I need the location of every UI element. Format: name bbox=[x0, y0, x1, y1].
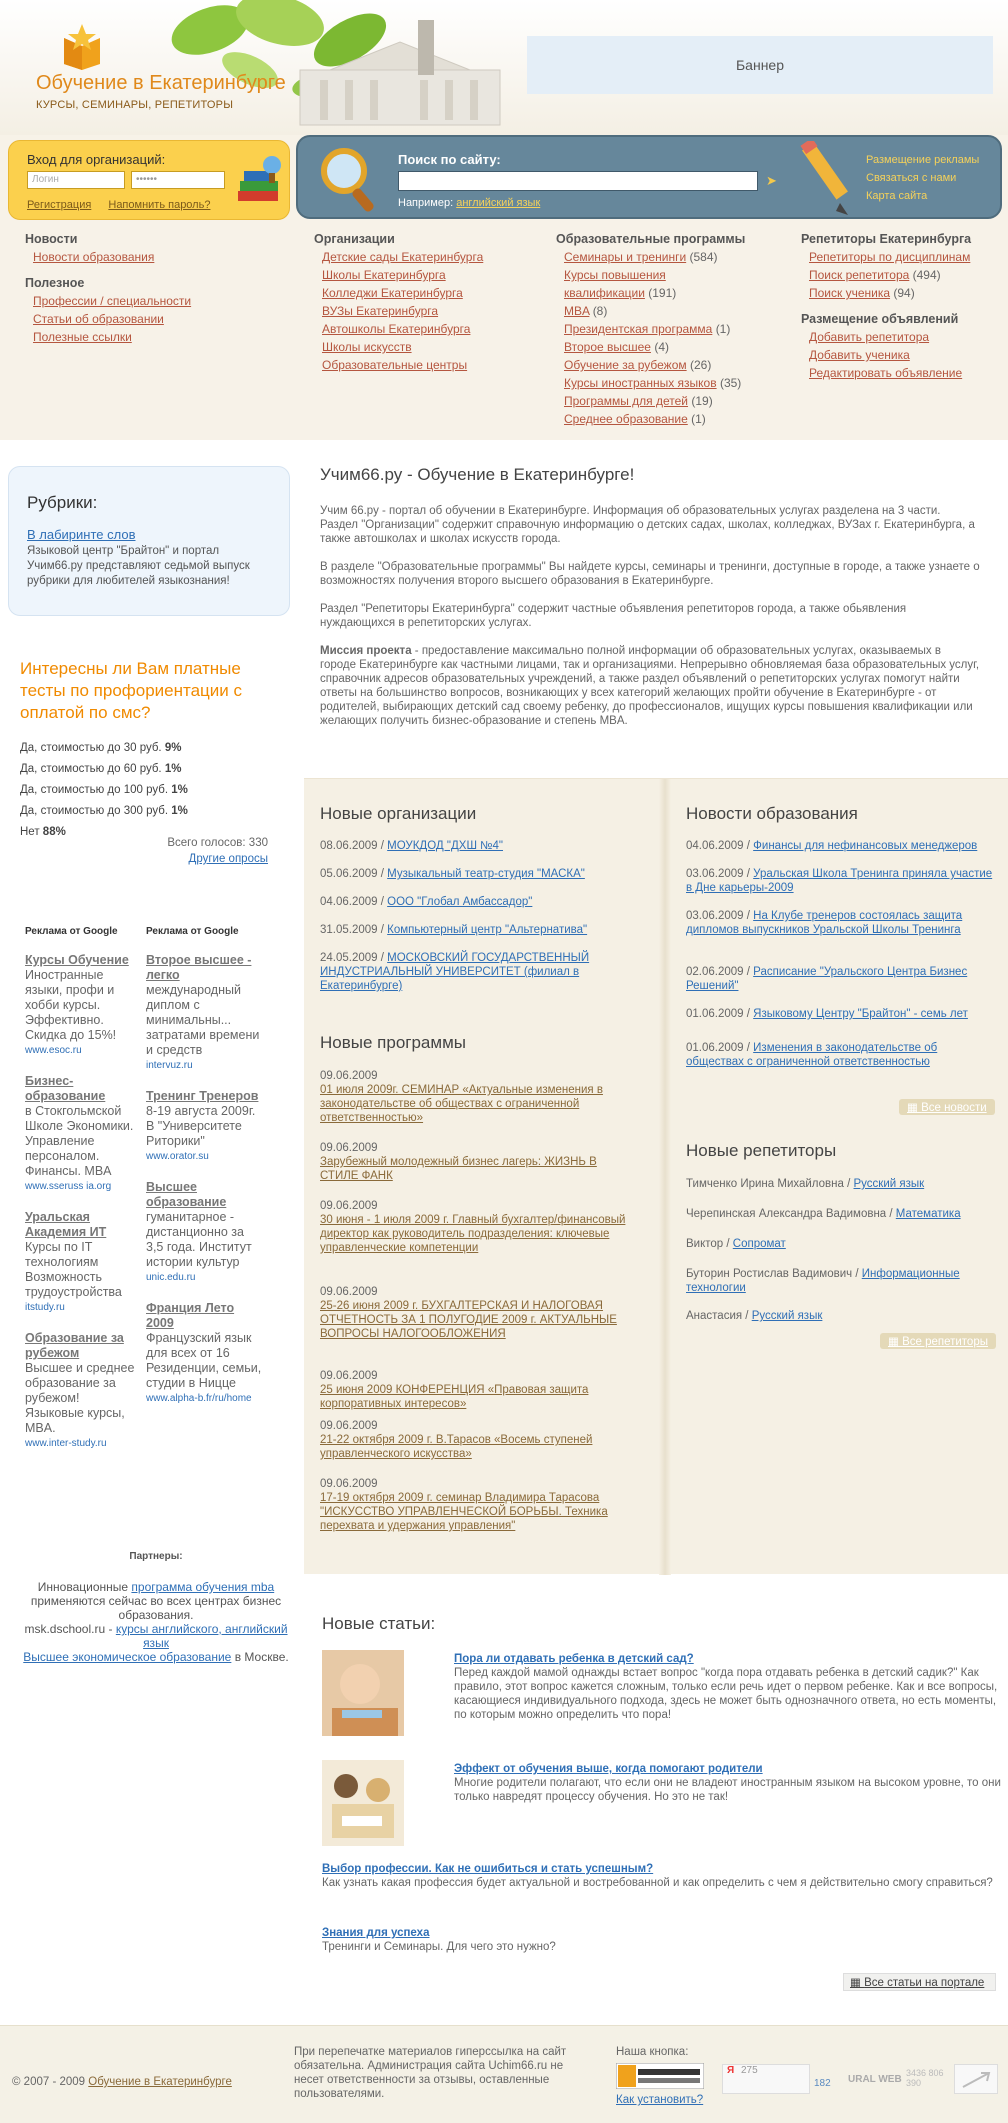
nav-useful-head: Полезное bbox=[25, 276, 85, 290]
how-install-link[interactable]: Как установить? bbox=[616, 2094, 704, 2106]
nav-programs-link[interactable]: Обучение за рубежом bbox=[564, 358, 687, 372]
intro-paragraph: В разделе "Образовательные программы" Вы найдете курсы, семинары и тренинги, доступные в городе, а также узнаете о возможностях получения второго высшего образования в Екатеринбурге. bbox=[320, 561, 980, 587]
nav-programs-item bbox=[564, 302, 745, 320]
nav-programs-count: (1) bbox=[715, 322, 731, 336]
item-date: 03.06.2009 bbox=[686, 868, 744, 880]
building-illustration bbox=[290, 20, 530, 130]
edu-news-title: Новости образования bbox=[686, 804, 858, 823]
ad-desc: гуманитарное - дистанционно за 3,5 года. Институт истории культур bbox=[146, 1210, 252, 1269]
ad-url[interactable]: itstudy.ru bbox=[25, 1302, 65, 1313]
poll-total-count: Всего голосов: 330 bbox=[167, 837, 268, 849]
counter-top[interactable] bbox=[954, 2064, 998, 2094]
ad-url[interactable]: www.orator.su bbox=[146, 1151, 209, 1162]
item-date: 05.06.2009 bbox=[320, 868, 378, 880]
ad-title[interactable]: Франция Лето 2009 bbox=[146, 1301, 235, 1330]
article-title[interactable]: Знания для успеха bbox=[322, 1927, 430, 1939]
article-text: Тренинги и Семинары. Для чего это нужно? bbox=[322, 1941, 556, 1953]
nav-tutors-count: (94) bbox=[893, 286, 915, 300]
articles bbox=[322, 1614, 1002, 1634]
article-item bbox=[454, 1652, 1002, 1722]
nav-ads-item[interactable]: Редактировать объявление bbox=[809, 366, 963, 380]
nav-orgs-item[interactable]: Образовательные центры bbox=[322, 358, 468, 372]
our-button-label: Наша кнопка: bbox=[616, 2046, 689, 2058]
dated-item: 02.06.2009 / Расписание "Уральского Центра Бизнес Решений" bbox=[686, 966, 968, 992]
article-thumb-family[interactable] bbox=[322, 1760, 404, 1846]
partners-text: msk.dschool.ru - bbox=[24, 1622, 113, 1636]
nav-programs-link[interactable]: квалификации bbox=[564, 286, 645, 300]
item-date: 09.06.2009 bbox=[320, 1142, 378, 1154]
ad-url[interactable]: www.esoc.ru bbox=[25, 1045, 82, 1056]
ad-url[interactable]: www.alpha-b.fr/ru/home bbox=[146, 1393, 252, 1404]
article-text: Как узнать какая профессия будет актуальной и востребованной и как определить с чем я действительно смогу справиться? bbox=[322, 1877, 993, 1889]
item-date: 03.06.2009 bbox=[686, 910, 744, 922]
nav-programs-item bbox=[564, 320, 745, 338]
poll-options bbox=[20, 738, 285, 843]
item-date: 08.06.2009 bbox=[320, 840, 378, 852]
nav-programs-count: (4) bbox=[654, 340, 669, 354]
logo-title[interactable]: Обучение в Екатеринбурге bbox=[36, 72, 286, 94]
dated-item: 31.05.2009 / Компьютерный центр "Альтернатива" bbox=[320, 924, 588, 936]
nav-tutors-link[interactable]: Поиск репетитора bbox=[809, 268, 910, 282]
google-ads-left bbox=[25, 924, 141, 1467]
dated-item: 01.06.2009 / Изменения в законодательстве об обществах с ограниченной ответственностью bbox=[686, 1042, 938, 1068]
nav-programs-link[interactable]: MBA bbox=[564, 304, 590, 318]
new-orgs-title: Новые организации bbox=[320, 804, 477, 823]
poll-option-pct: 1% bbox=[171, 805, 188, 817]
nav-ads-head: Размещение объявлений bbox=[801, 312, 959, 326]
counter-stats[interactable]: 3436 806 390 bbox=[906, 2068, 944, 2088]
nav-programs-link[interactable]: Семинары и тренинги bbox=[564, 250, 687, 264]
ad-desc: Иностранные языки, профи и хобби курсы. Эффективно. Скидка до 15%! bbox=[25, 968, 117, 1042]
item-link[interactable]: Языковому Центру "Брайтон" - семь лет bbox=[753, 1008, 968, 1020]
tutor-item: Тимченко Ирина Михайловна / Русский язык bbox=[686, 1178, 925, 1190]
tutor-name: Тимченко Ирина Михайловна bbox=[686, 1178, 844, 1190]
poll-title: Интересны ли Вам платные тесты по профориентации с оплатой по смс? bbox=[20, 659, 243, 722]
newspaper-fold bbox=[659, 779, 671, 1575]
item-link[interactable]: Финансы для нефинансовых менеджеров bbox=[753, 840, 978, 852]
rubrics-text: Языковой центр "Брайтон" и портал Учим66.ру представляют седьмой выпуск рубрики для любителей языкознания! bbox=[27, 545, 250, 587]
google-ads-right bbox=[146, 924, 262, 1422]
rubrics-link[interactable]: В лабиринте слов bbox=[27, 527, 136, 542]
google-ad[interactable] bbox=[146, 1089, 262, 1164]
nav-news-head: Новости bbox=[25, 232, 78, 246]
nav-tutors-count: (494) bbox=[912, 268, 941, 282]
tutor-item: Черепинская Александра Вадимовна / Математика bbox=[686, 1208, 961, 1220]
nav-tutors-head: Репетиторы Екатеринбурга bbox=[801, 232, 972, 246]
partners-text: Инновационные bbox=[37, 1580, 129, 1594]
new-programs-title: Новые программы bbox=[320, 1033, 466, 1052]
nav-programs-item bbox=[564, 284, 745, 302]
all-news-label: Все новости bbox=[921, 1102, 987, 1114]
tutor-item: Анастасия / Русский язык bbox=[686, 1310, 823, 1322]
article-text: Многие родители полагают, что если они не владеют иностранным языком на высоком уровне, то они только навредят процессу обучения. Но это не так! bbox=[454, 1777, 1001, 1803]
all-tutors-button[interactable] bbox=[880, 1333, 996, 1349]
copyright-years: © 2007 - 2009 bbox=[12, 2076, 86, 2088]
item-date: 01.06.2009 bbox=[686, 1008, 744, 1020]
all-tutors-label: Все репетиторы bbox=[902, 1336, 988, 1348]
nav-tutors-item bbox=[809, 284, 971, 302]
search-title: Поиск по сайту: bbox=[398, 152, 501, 167]
search-panel bbox=[296, 135, 1002, 219]
ad-desc: Курсы по IT технологиям Возможность трудоустройства bbox=[25, 1240, 122, 1299]
item-date: 02.06.2009 bbox=[686, 966, 744, 978]
counter-yandex[interactable] bbox=[722, 2064, 810, 2094]
search-example-link[interactable]: английский язык bbox=[456, 197, 541, 209]
nav-tutors-link[interactable]: Репетиторы по дисциплинам bbox=[809, 250, 971, 264]
search-input[interactable] bbox=[398, 171, 758, 191]
nav-programs-link[interactable]: Программы для детей bbox=[564, 394, 689, 408]
google-ad[interactable] bbox=[25, 1074, 141, 1194]
tutor-item: Буторин Ростислав Вадимович / Информационные технологии bbox=[686, 1268, 960, 1294]
nav-orgs-item[interactable]: ВУЗы Екатеринбурга bbox=[322, 304, 439, 318]
dated-item: 08.06.2009 / МОУКДОД "ДХШ №4" bbox=[320, 840, 503, 852]
pencil-icon bbox=[788, 141, 858, 217]
article-item bbox=[322, 1926, 1002, 1954]
dated-item bbox=[320, 1369, 630, 1411]
magnifier-icon bbox=[314, 143, 384, 217]
google-ad[interactable] bbox=[146, 1180, 262, 1285]
page-title: Учим66.ру - Обучение в Екатеринбурге! bbox=[320, 465, 635, 484]
poll-option[interactable] bbox=[20, 738, 285, 759]
item-link[interactable]: Зарубежный молодежный бизнес лагерь: ЖИЗНЬ В СТИЛЕ ФАНК bbox=[320, 1156, 597, 1182]
logo-book-icon bbox=[60, 24, 104, 70]
tutor-subject[interactable]: Русский язык bbox=[853, 1178, 925, 1190]
login-title: Вход для организаций: bbox=[27, 152, 166, 167]
ads-link[interactable]: Размещение рекламы bbox=[866, 154, 980, 166]
article-text: Перед каждой мамой однажды встает вопрос "когда пора отдавать ребенка в детский садик?" Как правило, этот вопрос кажется сложным, только если речь идет о первом ребенке. Как и все вопросы, касающиеся индивидуального подхода, здесь не может быть однозначного ответа, но есть моменты, по которым можно определить что пора! bbox=[454, 1667, 998, 1721]
all-articles-label: Все статьи на портале bbox=[864, 1977, 985, 1989]
tutor-subject[interactable]: Информационные технологии bbox=[686, 1268, 960, 1294]
nav-programs-count: (584) bbox=[689, 250, 718, 264]
search-example bbox=[398, 197, 540, 209]
item-link[interactable]: МОУКДОД "ДХШ №4" bbox=[387, 840, 503, 852]
dated-item bbox=[320, 1199, 630, 1255]
tutor-name: Виктор bbox=[686, 1238, 724, 1250]
article-thumb-baby[interactable] bbox=[322, 1650, 404, 1736]
dated-item: 03.06.2009 / На Клубе тренеров состоялась защита дипломов выпускников Уральской Школы Тренинга bbox=[686, 910, 963, 936]
item-date: 04.06.2009 bbox=[686, 840, 744, 852]
item-link[interactable]: 25 июня 2009 КОНФЕРЕНЦИЯ «Правовая защита корпоративных интересов» bbox=[320, 1384, 589, 1410]
nav-programs-item bbox=[564, 338, 745, 356]
nav-programs-count: (1) bbox=[691, 412, 706, 426]
poll-option-label: Нет bbox=[20, 826, 40, 838]
item-link[interactable]: 17-19 октября 2009 г. семинар Владимира Тарасова "ИСКУССТВО УПРАВЛЕНЧЕСКОЙ БОРЬБЫ. Техника перехвата и удержания управления" bbox=[320, 1492, 608, 1532]
item-link[interactable]: МОСКОВСКИЙ ГОСУДАРСТВЕННЫЙ ИНДУСТРИАЛЬНЫЙ УНИВЕРСИТЕТ (филиал в Екатеринбурге) bbox=[320, 952, 590, 992]
nav-ads-item[interactable]: Добавить ученика bbox=[809, 348, 910, 362]
nav-programs-item bbox=[564, 374, 745, 392]
copyright bbox=[12, 2076, 232, 2088]
partners-text: в Москве. bbox=[234, 1650, 289, 1664]
nav-programs-link[interactable]: Курсы иностранных языков bbox=[564, 376, 717, 390]
dated-item bbox=[320, 1477, 630, 1533]
nav-orgs-head: Организации bbox=[314, 232, 395, 246]
poll-option-label: Да, стоимостью до 300 руб. bbox=[20, 805, 169, 817]
newspaper-section bbox=[304, 778, 1008, 1574]
tutor-item: Виктор / Сопромат bbox=[686, 1238, 786, 1250]
poll-option-label: Да, стоимостью до 60 руб. bbox=[20, 763, 162, 775]
tutor-subject[interactable]: Русский язык bbox=[751, 1310, 823, 1322]
nav-programs-item bbox=[564, 392, 745, 410]
all-articles-icon: ▦ bbox=[850, 1977, 865, 1989]
item-link[interactable]: Расписание "Уральского Центра Бизнес Решений" bbox=[686, 966, 968, 992]
partners bbox=[16, 1550, 296, 1664]
item-date: 09.06.2009 bbox=[320, 1420, 378, 1432]
tutor-subject[interactable]: Сопромат bbox=[732, 1238, 786, 1250]
item-date: 09.06.2009 bbox=[320, 1478, 378, 1490]
our-button bbox=[616, 2045, 704, 2107]
nav-orgs bbox=[314, 230, 483, 374]
google-ad[interactable] bbox=[25, 1210, 141, 1315]
articles-title: Новые статьи: bbox=[322, 1614, 436, 1633]
logo-subtitle: КУРСЫ, СЕМИНАРЫ, РЕПЕТИТОРЫ bbox=[36, 99, 234, 111]
poll-option-pct: 88% bbox=[42, 826, 66, 838]
reprint-notice: При перепечатке материалов гиперссылка на сайт обязательна. Администрация сайта Uchim66.ru не несет ответственности за отзывы, оставленные пользователями. bbox=[294, 2046, 567, 2100]
counter-value: 275 bbox=[740, 2065, 758, 2076]
poll-option[interactable] bbox=[20, 780, 285, 801]
nav-orgs-item[interactable]: Автошколы Екатеринбурга bbox=[322, 322, 471, 336]
nav-programs-count: (26) bbox=[689, 358, 712, 372]
dated-item bbox=[320, 1419, 630, 1461]
item-link[interactable]: 21-22 октября 2009 г. В.Тарасов «Восемь ступеней управленческого искусства» bbox=[320, 1434, 593, 1460]
counter-liveinternet[interactable]: 182 bbox=[814, 2078, 831, 2089]
poll-total bbox=[20, 835, 268, 867]
tutor-name: Буторин Ростислав Вадимович bbox=[686, 1268, 853, 1280]
item-date: 31.05.2009 bbox=[320, 924, 378, 936]
new-tutors-title: Новые репетиторы bbox=[686, 1141, 837, 1160]
article-title[interactable]: Выбор профессии. Как не ошибиться и стать успешным? bbox=[322, 1863, 654, 1875]
search-example-label: Например: bbox=[398, 197, 454, 209]
ad-title[interactable]: Бизнес-образование bbox=[25, 1074, 106, 1103]
dated-item: 05.06.2009 / Музыкальный театр-студия "МАСКА" bbox=[320, 868, 585, 880]
ad-url[interactable]: unic.edu.ru bbox=[146, 1272, 196, 1283]
nav-programs-count: (35) bbox=[719, 376, 742, 390]
counter-uralweb[interactable]: URAL WEB bbox=[848, 2074, 902, 2085]
nav-programs-item bbox=[564, 356, 745, 374]
item-link[interactable]: ООО "Глобал Амбассадор" bbox=[387, 896, 533, 908]
nav-ads-item[interactable]: Добавить репетитора bbox=[809, 330, 930, 344]
ad-title[interactable]: Высшее образование bbox=[146, 1180, 227, 1209]
nav-programs-link[interactable]: Президентская программа bbox=[564, 322, 713, 336]
nav-tutors-item bbox=[809, 266, 971, 284]
login-box bbox=[8, 140, 290, 220]
rubrics-title: Рубрики: bbox=[27, 493, 98, 512]
dated-item: 24.05.2009 / МОСКОВСКИЙ ГОСУДАРСТВЕННЫЙ ИНДУСТРИАЛЬНЫЙ УНИВЕРСИТЕТ (филиал в Екатеринбурге) bbox=[320, 952, 590, 992]
dated-item: 03.06.2009 / Уральская Школа Тренинга приняла участие в Дне карьеры-2009 bbox=[686, 868, 993, 894]
nav-orgs-item[interactable]: Школы Екатеринбурга bbox=[322, 268, 446, 282]
books-icon[interactable] bbox=[234, 151, 284, 206]
intro bbox=[320, 465, 980, 742]
ad-url[interactable]: www.inter-study.ru bbox=[25, 1438, 107, 1449]
nav-programs bbox=[556, 230, 745, 428]
item-date: 09.06.2009 bbox=[320, 1200, 378, 1212]
item-date: 09.06.2009 bbox=[320, 1286, 378, 1298]
ad-title[interactable]: Тренинг Тренеров bbox=[146, 1089, 259, 1103]
google-ad[interactable] bbox=[146, 1301, 262, 1406]
all-news-icon: ▦ bbox=[907, 1102, 922, 1114]
arrow-icon bbox=[955, 2065, 999, 2095]
intro-paragraph: Учим 66.ру - портал об обучении в Екатеринбурге. Информация об образовательных услугах разделена на 3 части. Раздел "Организации" содержит справочную информацию о детских садах, школах, колледжах, ВУЗах г. Екатеринбурга, а также автошколах и школах искусств города. bbox=[320, 505, 975, 545]
all-articles-button[interactable] bbox=[843, 1973, 996, 1991]
dated-item: 01.06.2009 / Языковому Центру "Брайтон" - семь лет bbox=[686, 1008, 968, 1020]
article-title[interactable]: Эффект от обучения выше, когда помогают родители bbox=[454, 1763, 763, 1775]
partners-head: Партнеры: bbox=[129, 1551, 183, 1562]
copyright-link[interactable]: Обучение в Екатеринбурге bbox=[88, 2076, 232, 2088]
dated-item bbox=[320, 1141, 630, 1183]
password-input[interactable]: •••••• bbox=[131, 171, 225, 189]
article-item bbox=[454, 1762, 1002, 1804]
ad-desc: 8-19 августа 2009г. В "Университете Ритoрики" bbox=[146, 1104, 256, 1148]
other-polls-link[interactable]: Другие опросы bbox=[188, 853, 268, 865]
nav-orgs-item[interactable]: Колледжи Екатеринбурга bbox=[322, 286, 463, 300]
partner-link-mba[interactable]: программа обучения mba bbox=[131, 1580, 275, 1594]
nav-programs-count: (8) bbox=[592, 304, 608, 318]
item-date: 24.05.2009 bbox=[320, 952, 378, 964]
poll-option-label: Да, стоимостью до 100 руб. bbox=[20, 784, 169, 796]
poll-option[interactable] bbox=[20, 801, 285, 822]
poll-option-pct: 1% bbox=[164, 763, 182, 775]
ad-desc: Высшее и среднее образование за рубежом! Языковые курсы, MBA. bbox=[25, 1361, 135, 1435]
partners-text: применяются сейчас во всех центрах бизнес образования. bbox=[30, 1594, 282, 1622]
item-link[interactable]: На Клубе тренеров состоялась защита дипломов выпускников Уральской Школы Тренинга bbox=[686, 910, 963, 936]
nav-useful-item[interactable]: Полезные ссылки bbox=[33, 330, 132, 344]
item-link[interactable]: Уральская Школа Тренинга приняла участие в Дне карьеры-2009 bbox=[686, 868, 993, 894]
ad-title[interactable]: Второе высшее - легко bbox=[146, 953, 252, 982]
nav-programs-item bbox=[564, 410, 745, 428]
login-input[interactable]: Логин bbox=[27, 171, 125, 189]
nav-useful-item[interactable]: Статьи об образовании bbox=[33, 312, 164, 326]
nav-programs-item bbox=[564, 248, 745, 266]
ad-title[interactable]: Уральская Академия ИТ bbox=[25, 1210, 107, 1239]
poll-option[interactable] bbox=[20, 759, 285, 780]
item-link[interactable]: 01 июля 2009г. СЕМИНАР «Актуальные изменения в законодательстве об обществах с ограниченной ответственностью» bbox=[320, 1084, 603, 1124]
nav-orgs-item[interactable]: Детские сады Екатеринбурга bbox=[322, 250, 484, 264]
ad-desc: Французский язык для всех от 16 Резиденции, семьи, студии в Ницце bbox=[146, 1331, 262, 1390]
nav-orgs-item[interactable]: Школы искусств bbox=[322, 340, 412, 354]
nav-programs-link[interactable]: Среднее образование bbox=[564, 412, 688, 426]
tutor-name: Анастасия bbox=[686, 1310, 743, 1322]
item-date: 04.06.2009 bbox=[320, 896, 378, 908]
all-news-button[interactable] bbox=[899, 1099, 995, 1115]
item-link[interactable]: Компьютерный центр "Альтернатива" bbox=[387, 924, 588, 936]
partner-link-english[interactable]: курсы английского, английский язык bbox=[115, 1622, 288, 1650]
poll-option-pct: 9% bbox=[164, 742, 182, 754]
poll-option-label: Да, стоимостью до 30 руб. bbox=[20, 742, 162, 754]
nav-tutors-link[interactable]: Поиск ученика bbox=[809, 286, 891, 300]
nav-tutors-list bbox=[801, 248, 971, 302]
ad-desc: в Стокгольмской Школе Экономики. Управление персоналом. Финансы. MBA bbox=[25, 1104, 134, 1178]
nav-programs-list bbox=[556, 248, 745, 428]
ad-title[interactable]: Образование за рубежом bbox=[25, 1331, 124, 1360]
ad-url[interactable]: www.sseruss ia.org bbox=[25, 1181, 112, 1192]
all-tutors-icon: ▦ bbox=[888, 1336, 903, 1348]
yandex-icon: Я bbox=[727, 2065, 735, 2076]
article-title[interactable]: Пора ли отдавать ребенка в детский сад? bbox=[454, 1653, 694, 1665]
dated-item: 04.06.2009 / Финансы для нефинансовых менеджеров bbox=[686, 840, 978, 852]
nav-programs-link[interactable]: Второе высшее bbox=[564, 340, 651, 354]
nav-useful-item[interactable]: Профессии / специальности bbox=[33, 294, 192, 308]
item-link[interactable]: 25-26 июня 2009 г. БУХГАЛТЕРСКАЯ И НАЛОГОВАЯ ОТЧЕТНОСТЬ ЗА 1 ПОЛУГОДИЕ 2009 г. АКТУАЛЬНЫЕ ВОПРОСЫ НАЛОГООБЛОЖЕНИЯ bbox=[320, 1300, 617, 1340]
nav-programs-head: Образовательные программы bbox=[556, 232, 746, 246]
register-link[interactable]: Регистрация bbox=[27, 199, 92, 211]
poll bbox=[20, 658, 285, 843]
google-ad[interactable] bbox=[146, 953, 262, 1073]
tutor-name: Черепинская Александра Вадимовна bbox=[686, 1208, 887, 1220]
google-ad[interactable] bbox=[25, 1331, 141, 1451]
google-ads-label: Реклама от Google bbox=[25, 926, 118, 937]
login-links bbox=[27, 199, 224, 211]
partner-link-economics[interactable]: Высшее экономическое образование bbox=[23, 1650, 232, 1664]
nav-news bbox=[25, 230, 191, 346]
nav-programs-item bbox=[564, 266, 745, 284]
remind-password-link[interactable]: Напомнить пароль? bbox=[108, 199, 211, 211]
item-date: 01.06.2009 bbox=[686, 1042, 744, 1054]
nav-programs-count: (19) bbox=[691, 394, 713, 408]
tutor-subject[interactable]: Математика bbox=[895, 1208, 961, 1220]
site-button-badge[interactable] bbox=[616, 2063, 704, 2089]
item-link[interactable]: 30 июня - 1 июля 2009 г. Главный бухгалтер/финансовый директор как руководитель подразделения: ключевые управленческие компетенции bbox=[320, 1214, 626, 1254]
item-link[interactable]: Музыкальный театр-студия "МАСКА" bbox=[387, 868, 585, 880]
mission-text: - предоставление максимально полной информации об образовательных услугах, оказываемых в городе Екатеринбурге как частными лицами, так и организациями. Непрерывно обновляемая база образовательных услуг, справочник адресов образовательных учреждений, а также раздел объявлений о репетиторских услугах помогут найти ответы на большинство вопросов, возникающих у всех категорий желающих пройти обучение в Екатеринбурге - от родителей, выбирающих детский сад своему ребенку, до профессионалов, ищущих курсы повышения квалификации или желающих получить бизнес-образование и степень MBA. bbox=[320, 645, 980, 727]
nav-tutors-item bbox=[809, 248, 971, 266]
item-date: 09.06.2009 bbox=[320, 1370, 378, 1382]
mission-label: Миссия проекта bbox=[320, 645, 412, 657]
poll-option-pct: 1% bbox=[171, 784, 188, 796]
intro-mission bbox=[320, 644, 980, 728]
ad-title[interactable]: Курсы Обучение bbox=[25, 953, 129, 967]
dated-item: 04.06.2009 / ООО "Глобал Амбассадор" bbox=[320, 896, 533, 908]
search-go-icon[interactable]: ➤ bbox=[766, 173, 777, 188]
google-ads-label: Реклама от Google bbox=[146, 926, 239, 937]
ad-desc: международный диплом с минимальны... затратами времени и средств bbox=[146, 983, 260, 1057]
banner[interactable]: Баннер bbox=[527, 36, 993, 94]
nav-programs-link[interactable]: Курсы повышения bbox=[564, 268, 666, 282]
item-link[interactable]: Изменения в законодательстве об обществах с ограниченной ответственностью bbox=[686, 1042, 938, 1068]
sitemap-link[interactable]: Карта сайта bbox=[866, 190, 928, 202]
article-item bbox=[322, 1862, 1002, 1890]
dated-item bbox=[320, 1069, 630, 1125]
nav-programs-count: (191) bbox=[648, 286, 677, 300]
google-ad[interactable] bbox=[25, 953, 141, 1058]
item-date: 09.06.2009 bbox=[320, 1070, 378, 1082]
header bbox=[0, 0, 1008, 440]
ad-url[interactable]: intervuz.ru bbox=[146, 1060, 193, 1071]
nav-tutors bbox=[801, 230, 971, 382]
contact-link[interactable]: Связаться с нами bbox=[866, 172, 957, 184]
search-links bbox=[866, 151, 979, 205]
intro-paragraph: Раздел "Репетиторы Екатеринбурга" содержит частные объявления репетиторов города, а также обьявления нуждающихся в репетиторских услугах. bbox=[320, 603, 907, 629]
dated-item bbox=[320, 1285, 630, 1341]
nav-news-item[interactable]: Новости образования bbox=[33, 250, 155, 264]
rubrics-box bbox=[8, 466, 290, 616]
footer bbox=[0, 2025, 1008, 2123]
